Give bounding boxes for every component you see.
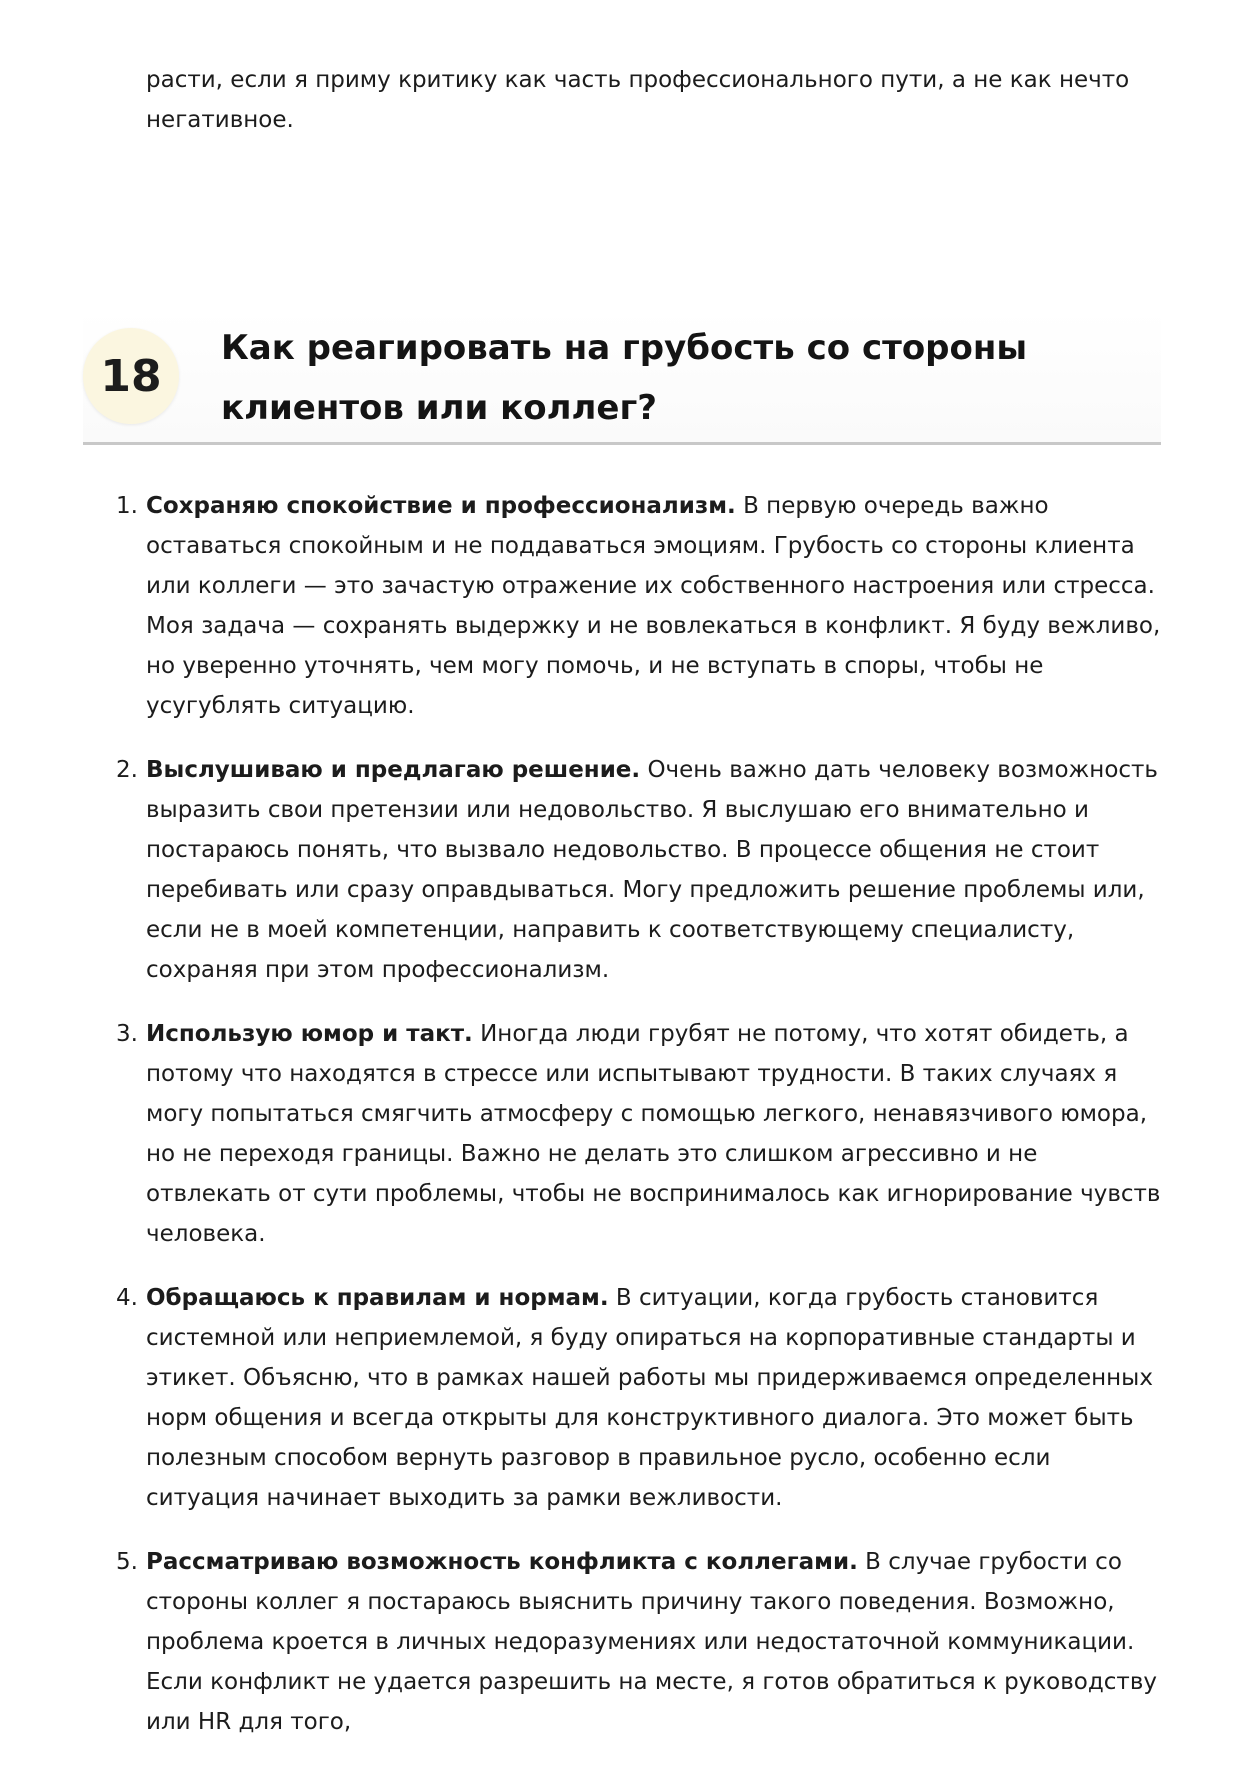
answer-lead: Сохраняю спокойствие и профессионализм. — [146, 493, 736, 519]
intro-paragraph: расти, если я приму критику как часть профессионального пути, а не как нечто негативное. — [146, 67, 1130, 133]
section-number-badge: 18 — [83, 328, 179, 424]
answer-text: В ситуации, когда грубость становится системной или неприемлемой, я буду опираться на корпоративные стандарты и этикет. Объясню, что в рамках нашей работы мы придерживаемся определенных норм общения и всегда открыты для конструктивного диалога. Это может быть полезным способом вернуть разговор в правильное русло, особенно если ситуация начинает выходить за рамки вежливости. — [146, 1285, 1153, 1511]
answer-item-2 — [116, 750, 1166, 990]
answer-lead: Выслушиваю и предлагаю решение. — [146, 757, 641, 783]
section-header — [83, 310, 1161, 445]
answer-text: В случае грубости со стороны коллег я постараюсь выяснить причину такого поведения. Возможно, проблема кроется в личных недоразумениях или недостаточной коммуникации. Если конфликт не удается разрешить на месте, я готов обратиться к руководству или HR для того, — [146, 1549, 1157, 1735]
answer-item-5 — [116, 1542, 1166, 1742]
answer-lead: Обращаюсь к правилам и нормам. — [146, 1285, 609, 1311]
answer-number: 2. — [116, 757, 138, 783]
answer-number: 1. — [116, 493, 138, 519]
answer-item-1 — [116, 486, 1166, 726]
answer-list — [116, 486, 1166, 1766]
answer-text: Очень важно дать человеку возможность выразить свои претензии или недовольство. Я выслушаю его внимательно и постараюсь понять, что вызвало недовольство. В процессе общения не стоит перебивать или сразу оправдываться. Могу предложить решение проблемы или, если не в моей компетенции, направить к соответствующему специалисту, сохраняя при этом профессионализм. — [146, 757, 1158, 983]
answer-item-3 — [116, 1014, 1166, 1254]
answer-number: 3. — [116, 1021, 138, 1047]
answer-text: Иногда люди грубят не потому, что хотят обидеть, а потому что находятся в стрессе или испытывают трудности. В таких случаях я могу попытаться смягчить атмосферу с помощью легкого, ненавязчивого юмора, но не переходя границы. Важно не делать это слишком агрессивно и не отвлекать от сути проблемы, чтобы не воспринималось как игнорирование чувств человека. — [146, 1021, 1161, 1247]
answer-number: 4. — [116, 1285, 138, 1311]
section-title: Как реагировать на грубость со стороны клиентов или коллег? — [221, 328, 1028, 428]
answer-text: В первую очередь важно оставаться спокойным и не поддаваться эмоциям. Грубость со стороны клиента или коллеги — это зачастую отражение их собственного настроения или стресса. Моя задача — сохранять выдержку и не вовлекаться в конфликт. Я буду вежливо, но уверенно уточнять, чем могу помочь, и не вступать в споры, чтобы не усугублять ситуацию. — [146, 493, 1161, 719]
answer-number: 5. — [116, 1549, 138, 1575]
answer-lead: Использую юмор и такт. — [146, 1021, 473, 1047]
answer-item-4 — [116, 1278, 1166, 1518]
answer-lead: Рассматриваю возможность конфликта с коллегами. — [146, 1549, 858, 1575]
